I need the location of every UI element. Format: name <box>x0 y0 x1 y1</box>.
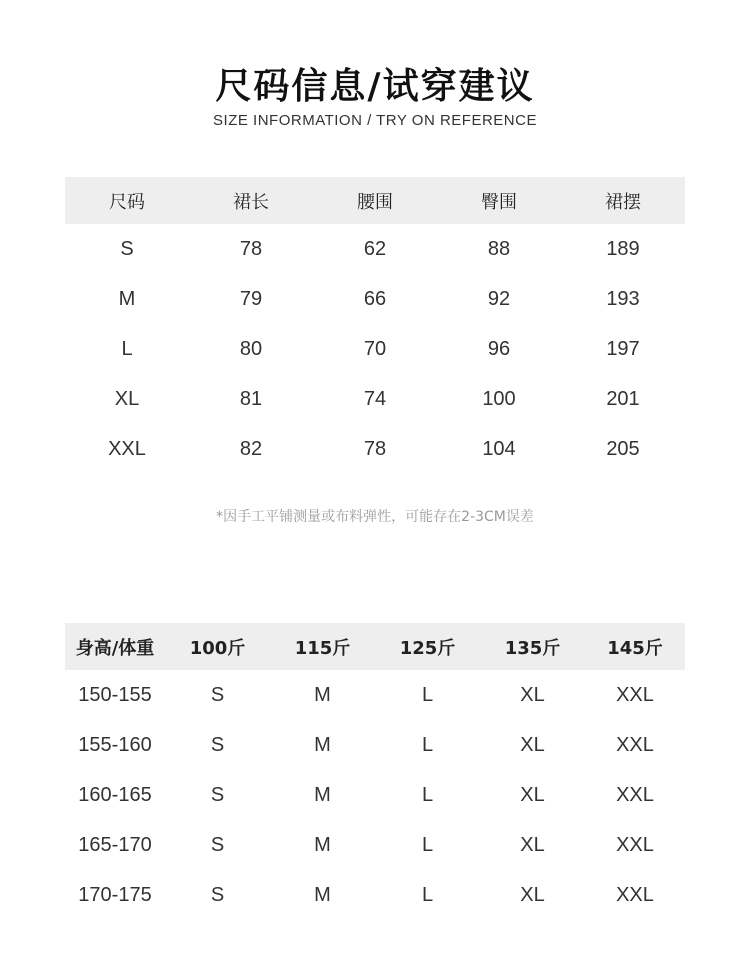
table-cell: XXL <box>616 833 654 856</box>
table-row <box>65 770 685 820</box>
table-cell: 205 <box>606 437 640 460</box>
table-header-row <box>65 177 685 224</box>
try-on-reference-table <box>65 623 685 920</box>
table-cell: M <box>314 683 331 706</box>
column-header-hem: 裙摆 <box>561 177 685 224</box>
table-row <box>65 224 685 274</box>
table-cell: 193 <box>606 287 640 310</box>
table-cell: S <box>210 883 225 906</box>
column-header-size: 尺码 <box>65 177 189 224</box>
table-cell: 165-170 <box>78 833 152 856</box>
column-header-waist: 腰围 <box>313 177 437 224</box>
table-cell: L <box>421 883 434 906</box>
table-cell: 96 <box>487 337 511 360</box>
table-row <box>65 670 685 720</box>
table-cell: M <box>314 833 331 856</box>
size-information-table <box>65 177 685 474</box>
table-row <box>65 720 685 770</box>
table-cell: S <box>210 833 225 856</box>
table-cell: S <box>210 733 225 756</box>
table-cell: M <box>118 287 136 310</box>
table-row <box>65 374 685 424</box>
column-header-weight-100: 100斤 <box>165 623 270 670</box>
table-cell: XXL <box>616 783 654 806</box>
table-cell: 88 <box>487 237 511 260</box>
table-cell: XXL <box>616 683 654 706</box>
table-cell: L <box>121 337 133 360</box>
table-row <box>65 274 685 324</box>
table-cell: 80 <box>239 337 263 360</box>
table-cell: XL <box>114 387 140 410</box>
table-cell: 74 <box>363 387 387 410</box>
column-header-weight-125: 125斤 <box>375 623 480 670</box>
table-cell: XL <box>520 733 545 756</box>
column-header-height-weight: 身高/体重 <box>65 623 165 670</box>
table-cell: 197 <box>606 337 640 360</box>
table-cell: 150-155 <box>78 683 152 706</box>
column-header-weight-115: 115斤 <box>270 623 375 670</box>
table-cell: XXL <box>616 733 654 756</box>
column-header-weight-135: 135斤 <box>480 623 585 670</box>
table-cell: 155-160 <box>78 733 152 756</box>
table-row <box>65 870 685 920</box>
table-cell: 66 <box>363 287 387 310</box>
table-row <box>65 820 685 870</box>
table-cell: 100 <box>482 387 516 410</box>
table-cell: 189 <box>606 237 640 260</box>
table-cell: 201 <box>606 387 640 410</box>
page-title: 尺码信息/试穿建议 <box>215 66 535 107</box>
table-cell: S <box>210 783 225 806</box>
table-cell: 81 <box>239 387 263 410</box>
table-header-row <box>65 623 685 670</box>
table-cell: M <box>314 733 331 756</box>
table-row <box>65 424 685 474</box>
table-cell: 70 <box>363 337 387 360</box>
table-cell: S <box>210 683 225 706</box>
table-cell: 79 <box>239 287 263 310</box>
table-cell: 82 <box>239 437 263 460</box>
column-header-weight-145: 145斤 <box>585 623 685 670</box>
column-header-hip: 臀围 <box>437 177 561 224</box>
table-cell: XXL <box>108 437 146 460</box>
table-cell: XL <box>520 683 545 706</box>
table-cell: L <box>421 733 434 756</box>
table-cell: S <box>120 237 134 260</box>
table-cell: XL <box>520 883 545 906</box>
table-cell: XXL <box>616 883 654 906</box>
table-cell: 104 <box>482 437 516 460</box>
table-cell: L <box>421 833 434 856</box>
page-subtitle: SIZE INFORMATION / TRY ON REFERENCE <box>213 112 537 129</box>
table-cell: XL <box>520 783 545 806</box>
table-cell: M <box>314 783 331 806</box>
table-cell: 160-165 <box>78 783 152 806</box>
measurement-note: *因手工平铺测量或布料弹性，可能存在2-3CM误差 <box>216 509 534 525</box>
table-cell: L <box>421 683 434 706</box>
table-cell: XL <box>520 833 545 856</box>
table-cell: 78 <box>239 237 263 260</box>
table-cell: L <box>421 783 434 806</box>
table-cell: 92 <box>487 287 511 310</box>
column-header-skirt-length: 裙长 <box>189 177 313 224</box>
table-cell: 62 <box>363 237 387 260</box>
table-row <box>65 324 685 374</box>
table-cell: 170-175 <box>78 883 152 906</box>
table-cell: M <box>314 883 331 906</box>
table-cell: 78 <box>363 437 387 460</box>
